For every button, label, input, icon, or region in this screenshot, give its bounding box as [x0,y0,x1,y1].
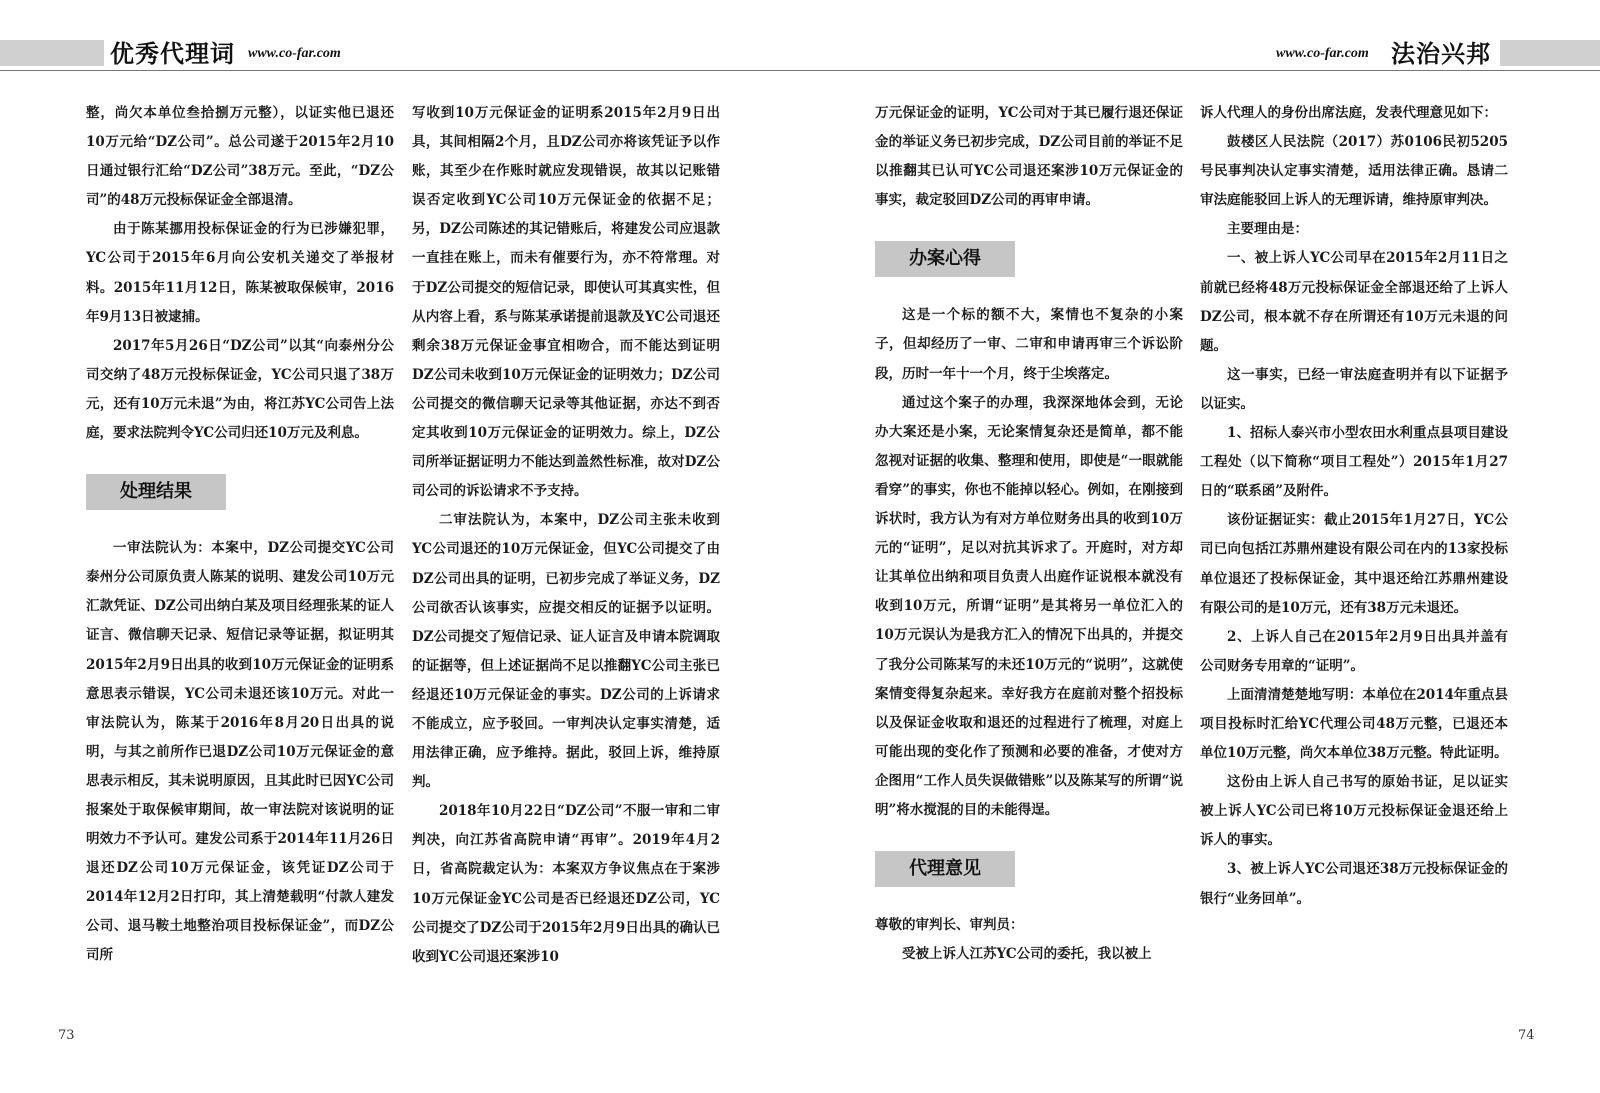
paragraph: 上面清清楚楚地写明：本单位在2014年重点县项目投标时汇给YC代理公司48万元整，已退还本单位10万元整，尚欠本单位38万元整。特此证明。 [1200,686,1508,762]
paragraph: 3、被上诉人YC公司退还38万元投标保证金的银行“业务回单”。 [1200,861,1508,907]
header-right-title: 法治兴邦 [1385,34,1497,69]
paragraph: 该份证据证实：截止2015年1月27日，YC公司已向包括江苏鼎州建设有限公司在内的13家投标单位退还了投标保证金，其中退还给江苏鼎州建设有限公司的是10万元，还有38万元未退还。 [1200,512,1508,616]
salutation: 尊敬的审判长、审判员： [875,917,1024,934]
header-rule-right [800,70,1600,71]
paragraph: 2017年5月26日“DZ公司”以其“向泰州分公司交纳了48万元投标保证金，YC公司只退了38万元，还有10万元未退”为由，将江苏YC公司告上法庭，要求法院判令YC公司归还10万元及利息。 [86,337,394,442]
paragraph: 2、上诉人自己在2015年2月9日出具并盖有公司财务专用章的“证明”。 [1200,628,1508,674]
header-left-url: www.co-far.com [244,46,345,62]
paragraph: 一审法院认为：本案中，DZ公司提交YC公司泰州分公司原负责人陈某的说明、建发公司10万元汇款凭证、DZ公司出纳白某及项目经理张某的证人证言、微信聊天记录、短信记录等证据，拟证明其2015年2月9日出具的收到10万元保证金的证明系意思表示错误，YC公司未退还该10万元。对此一审法院认为，陈某于2016年8月20日出具的说明，与其之前所作已退DZ公司10万元保证金的意思表示相反，其未说明原因，且其此时已因YC公司报案处于取保候审期间，故一审法院对该说明的证明效力不予认可。建发公司系于2014年11月26日退还DZ公司10万元保证金，该凭证DZ公司于2014年12月2日打印，其上清楚载明“付款人建发公司、退马鞍土地整治项目投标保证金”，而DZ公司所 [86,540,394,964]
page-number-right: 74 [1518,1028,1535,1043]
header-left-title: 优秀代理词 [104,34,241,69]
paragraph: 万元保证金的证明，YC公司对于其已履行退还保证金的举证义务已初步完成，DZ公司目前的举证不足以推翻其已认可YC公司退还案涉10万元保证金的事实，裁定驳回DZ公司的再审申请。 [875,105,1183,209]
paragraph: 诉人代理人的身份出席法庭，发表代理意见如下： [1200,105,1497,121]
header-rule-left [0,70,800,71]
column-2 [412,99,720,972]
paragraph: 鼓楼区人民法院（2017）苏0106民初5205号民事判决认定事实清楚，适用法律正确。恳请二审法庭能驳回上诉人的无理诉请，维持原审判决。 [1200,134,1508,209]
paragraph: 受被上诉人江苏YC公司的委托，我以被上 [902,946,1152,963]
paragraph: 这是一个标的额不大，案情也不复杂的小案子，但却经历了一审、二审和申请再审三个诉讼阶段，历时一年十一个月，终于尘埃落定。 [875,307,1183,382]
paragraph: 写收到10万元保证金的证明系2015年2月9日出具，其间相隔2个月，且DZ公司亦将该凭证予以作账，其至少在作账时就应发现错误，故其以记账错误否定收到YC公司10万元保证金的依据不足；另，DZ公司陈述的其记错账后，将建发公司应退款一直挂在账上，而未有催要行为，亦不符常理。对于DZ公司提交的短信记录，即使认可其真实性，但从内容上看，系与陈某承诺提前退款及YC公司退还剩余38万元保证金事宜相吻合，而不能达到证明DZ公司未收到10万元保证金的证明效力；DZ公司公司提交的微信聊天记录等其他证据，亦达不到否定其收到10万元保证金的证明效力。综上，DZ公司所举证据证明力不能达到盖然性标准，故对DZ公司公司的诉讼请求不予支持。 [412,105,720,500]
header-right-url: www.co-far.com [1272,46,1373,62]
section-heading-result: 处理结果 [86,474,226,510]
section-heading-experience: 办案心得 [875,241,1015,277]
paragraph: 主要理由是： [1227,221,1308,238]
paragraph: 二审法院认为，本案中，DZ公司主张未收到YC公司退还的10万元保证金，但YC公司提交了由DZ公司出具的证明，已初步完成了举证义务，DZ公司欲否认该事实，应提交相反的证据予以证明。DZ公司提交了短信记录、证人证言及申请本院调取的证据等，但上述证据尚不足以推翻YC公司主张已经退还10万元保证金的事实。DZ公司的上诉请求不能成立，应予驳回。一审判决认定事实清楚，适用法律正确，应予维持。据此，驳回上诉，维持原判。 [412,512,720,791]
page-number-left: 73 [58,1028,75,1043]
paragraph: 通过这个案子的办理，我深深地体会到，无论办大案还是小案，无论案情复杂还是简单，都不能忽视对证据的收集、整理和使用，即使是“一眼就能看穿”的事实，你也不能掉以轻心。例如，在刚接到诉状时，我方认为有对方单位财务出具的收到10万元的“证明”，足以对抗其诉求了。开庭时，对方却让其单位出纳和项目负责人出庭作证说根本就没有收到10万元，所谓“证明”是其将另一单位汇入的10万元误认为是我方汇入的情况下出具的，并提交了我分公司陈某写的未还10万元的“说明”，这就使案情变得复杂起来。幸好我方在庭前对整个招投标以及保证金收取和退还的过程进行了梳理，对庭上可能出现的变化作了预测和必要的准备，才使对方企图用“工作人员失误做错账”以及陈某写的所谓“说明”将水搅混的目的未能得逞。 [875,394,1183,818]
paragraph: 这份由上诉人自己书写的原始书证，足以证实被上诉人YC公司已将10万元投标保证金退还给上诉人的事实。 [1200,774,1508,849]
column-1 [86,99,394,971]
paragraph: 一、被上诉人YC公司早在2015年2月11日之前就已经将48万元投标保证金全部退还给了上诉人DZ公司，根本就不存在所谓还有10万元未退的问题。 [1200,250,1508,354]
header-band-right [1500,40,1600,66]
paragraph: 1、招标人泰兴市小型农田水利重点县项目建设工程处（以下简称“项目工程处”）2015年1月27日的“联系函”及附件。 [1200,425,1508,500]
section-heading-opinion: 代理意见 [875,851,1015,887]
paragraph: 2018年10月22日“DZ公司”不服一审和二审判决，向江苏省高院申请“再审”。2019年4月2日，省高院裁定认为：本案双方争议焦点在于案涉10万元保证金YC公司是否已经退还DZ公司，YC公司提交了DZ公司于2015年2月9日出具的确认已收到YC公司退还案涉10 [412,803,720,965]
paragraph: 这一事实，已经一审法庭查明并有以下证据予以证实。 [1200,366,1508,412]
paragraph: 整，尚欠本单位叁拾捌万元整），以证实他已退还10万元给“DZ公司”。总公司遂于2015年2月10日通过银行汇给“DZ公司”38万元。至此，“DZ公司”的48万元投标保证金全部退清。 [86,105,394,209]
column-3 [875,99,1183,969]
paragraph: 由于陈某挪用投标保证金的行为已涉嫌犯罪，YC公司于2015年6月向公安机关递交了举报材料。2015年11月12日，陈某被取保候审，2016年9月13日被逮捕。 [86,221,394,325]
column-4 [1200,99,1508,914]
